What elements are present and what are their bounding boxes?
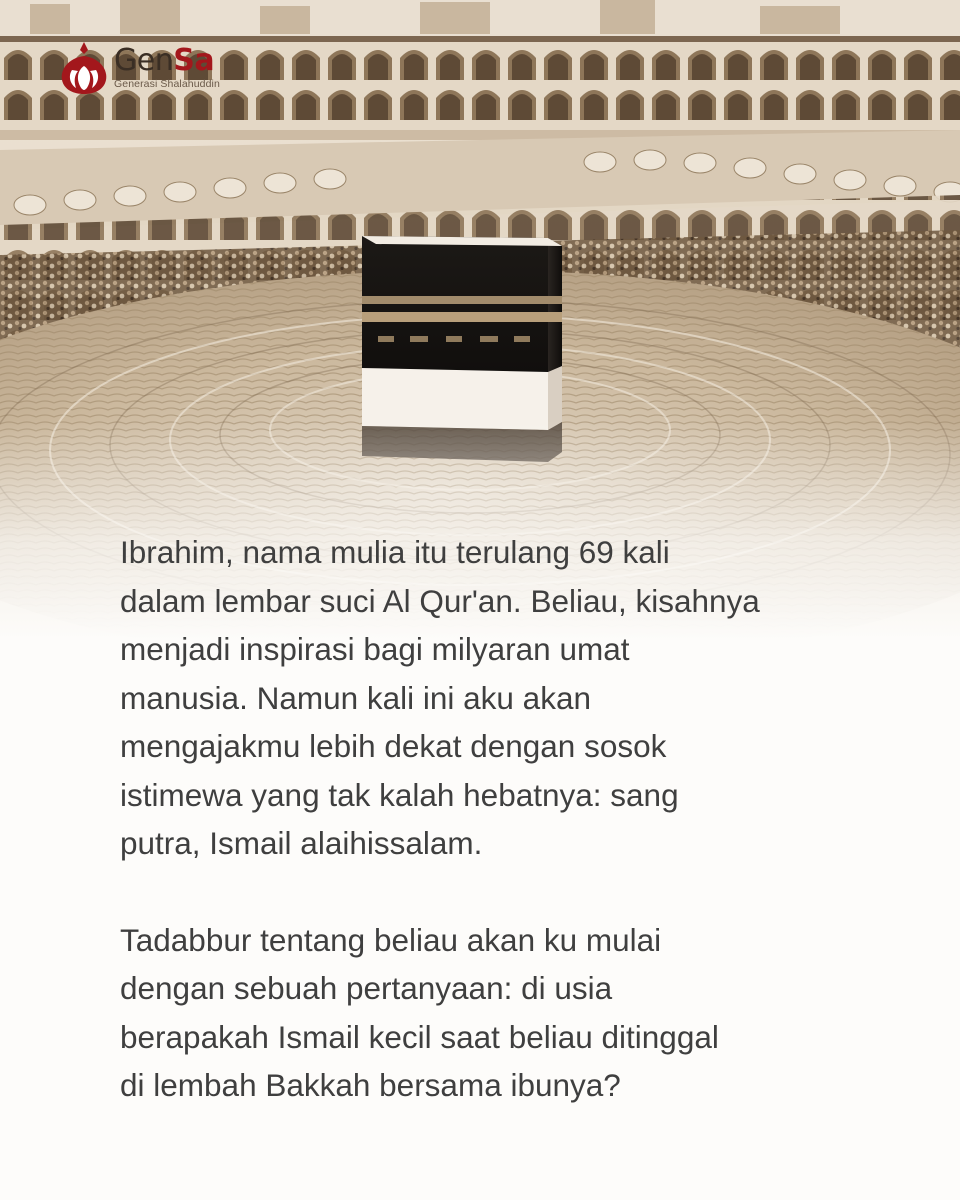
gensa-emblem-icon bbox=[58, 40, 110, 96]
paragraph-2: Tadabbur tentang beliau akan ku mulai dengan sebuah pertanyaan: di usia berapakah Ismail kecil saat beliau ditinggal di lembah Bakkah bersama ibunya? bbox=[120, 921, 719, 1103]
gensa-logo bbox=[58, 40, 220, 96]
logo-tagline: Generasi Shalahuddin bbox=[114, 78, 220, 91]
logo-name-gen: Gen bbox=[114, 43, 174, 79]
logo-name bbox=[114, 43, 220, 79]
article-body bbox=[120, 528, 860, 1110]
logo-name-sa: Sa bbox=[173, 43, 215, 79]
logo-wordmark bbox=[114, 43, 220, 91]
paragraph-1: Ibrahim, nama mulia itu terulang 69 kali dalam lembar suci Al Qur'an. Beliau, kisahnya menjadi inspirasi bagi milyaran umat manusia. Namun kali ini aku akan mengajakmu lebih dekat dengan sosok istimewa yang tak kalah hebatnya: sang putra, Ismail alaihissalam. bbox=[120, 534, 760, 861]
